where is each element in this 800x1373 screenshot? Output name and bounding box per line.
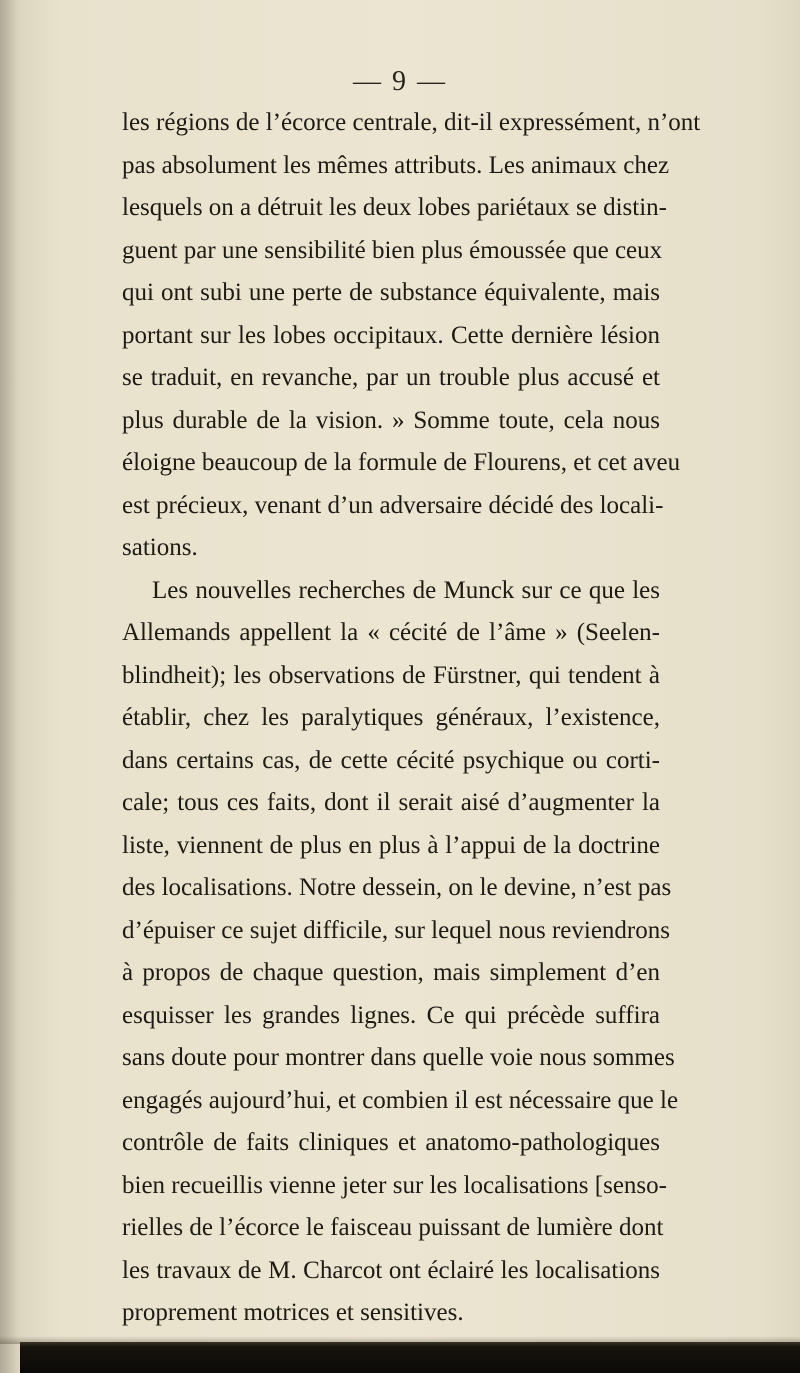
- text-line: pas absolument les mêmes attributs. Les animaux chez: [122, 151, 670, 179]
- text-line: sans doute pour montrer dans quelle voie nous sommes: [122, 1044, 675, 1071]
- text-line: sations.: [122, 534, 198, 561]
- text-line: bien recueillis vienne jeter sur les localisations [senso-: [122, 1171, 667, 1199]
- text-line: à propos de chaque question, mais simplement d’en: [122, 959, 660, 986]
- text-line: portant sur les lobes occipitaux. Cette dernière lésion: [122, 321, 660, 349]
- text-line: se traduit, en revanche, par un trouble plus accusé et: [122, 364, 660, 391]
- spine-shadow: [0, 0, 18, 1373]
- text-line: est précieux, venant d’un adversaire décidé des locali-: [122, 491, 664, 519]
- text-line: rielles de l’écorce le faisceau puissant de lumière dont: [122, 1214, 664, 1241]
- text-line: cale; tous ces faits, dont il serait aisé d’augmenter la: [122, 789, 660, 816]
- text-line: Allemands appellent la « cécité de l’âme » (Seelen-: [122, 619, 660, 646]
- text-line: d’épuiser ce sujet difficile, sur lequel nous reviendrons: [122, 916, 670, 944]
- text-line: esquisser les grandes lignes. Ce qui précède suffira: [122, 1001, 660, 1029]
- text-line: blindheit); les observations de Fürstner, qui tendent à: [122, 661, 660, 689]
- text-line: qui ont subi une perte de substance équivalente, mais: [122, 279, 660, 306]
- text-line: les régions de l’écorce centrale, dit-il expressément, n’ont: [122, 109, 701, 136]
- text-line: liste, viennent de plus en plus à l’appui de la doctrine: [122, 831, 660, 859]
- scan-bottom-edge: [20, 1342, 800, 1373]
- page-number: — 9 —: [353, 66, 447, 97]
- text-line: guent par une sensibilité bien plus émoussée que ceux: [122, 236, 663, 264]
- body-text: [122, 102, 701, 1335]
- text-line: éloigne beaucoup de la formule de Flourens, et cet aveu: [122, 449, 681, 476]
- text-line: dans certains cas, de cette cécité psychique ou corti-: [122, 746, 660, 774]
- text-line: lesquels on a détruit les deux lobes pariétaux se distin-: [122, 194, 668, 221]
- text-line: engagés aujourd’hui, et combien il est nécessaire que le: [122, 1086, 679, 1114]
- text-line: contrôle de faits cliniques et anatomo-pathologiques: [122, 1129, 660, 1156]
- text-line: proprement motrices et sensitives.: [122, 1299, 464, 1326]
- text-line: des localisations. Notre dessein, on le devine, n’est pas: [122, 874, 672, 901]
- text-line: les travaux de M. Charcot ont éclairé les localisations: [122, 1256, 660, 1284]
- text-line: plus durable de la vision. » Somme toute, cela nous: [122, 406, 660, 434]
- text-line: établir, chez les paralytiques généraux, l’existence,: [122, 704, 660, 731]
- paragraph-start-line: Les nouvelles recherches de Munck sur ce que les: [152, 576, 660, 604]
